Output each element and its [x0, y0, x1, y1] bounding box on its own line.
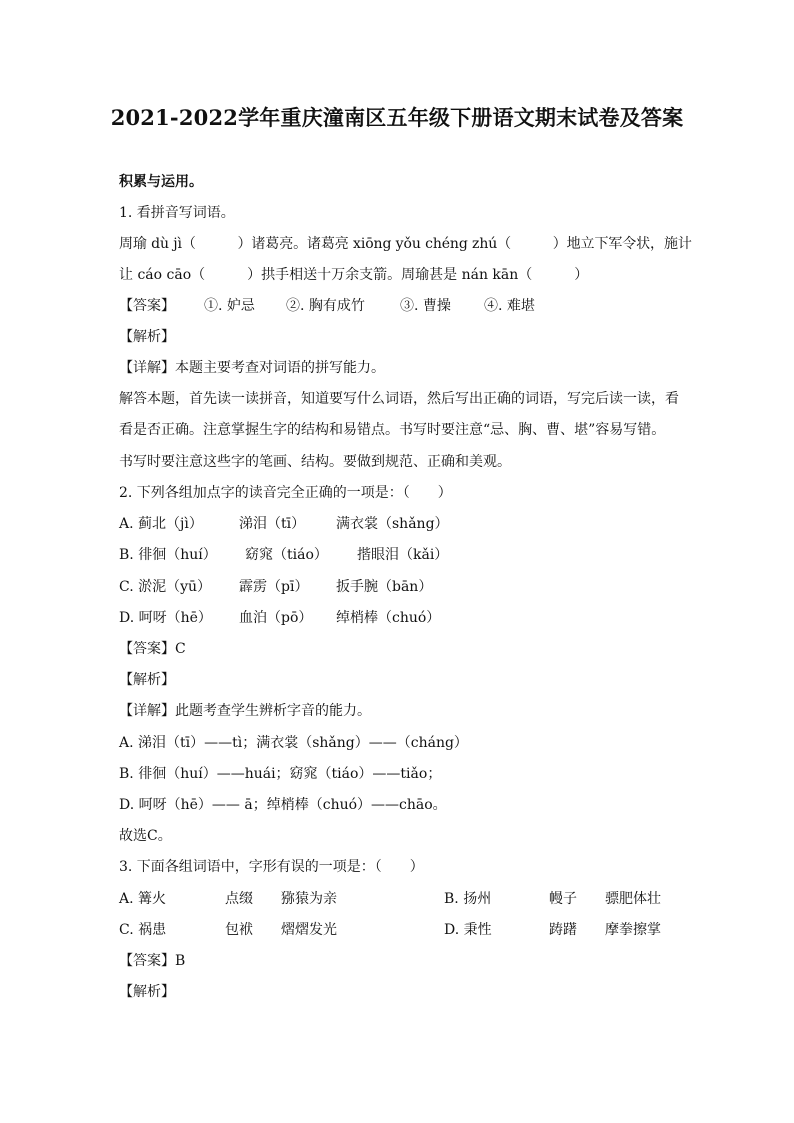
- section-heading: 积累与运用。: [119, 174, 203, 190]
- q1-stem: 1. 看拼音写词语。: [119, 205, 235, 221]
- q1-answer-3: ③. 曹操: [400, 298, 451, 314]
- q1-answer-1: ①. 妒忌: [204, 298, 255, 314]
- q2-detail: 【详解】此题考查学生辨析字音的能力。: [119, 703, 371, 719]
- q3-option-c-1: C. 祸患: [119, 922, 167, 938]
- q1-analysis-label: 【解析】: [119, 329, 175, 345]
- q2-option-c-3: 扳手腕（bān）: [336, 579, 433, 595]
- q2-option-a-2: 涕泪（tī）: [239, 516, 306, 532]
- q3-stem: 3. 下面各组词语中，字形有误的一项是：（ ）: [119, 859, 424, 875]
- q3-option-b-3: 骠肥体壮: [605, 891, 661, 907]
- q2-option-d-2: 血泊（pō）: [239, 610, 313, 626]
- q3-option-b-1: B. 扬州: [444, 891, 492, 907]
- q2-option-b-3: 揩眼泪（kǎi）: [357, 547, 449, 563]
- q3-option-d-2: 踌躇: [549, 922, 577, 938]
- q3-analysis-label: 【解析】: [119, 984, 175, 1000]
- q1-answer-4: ④. 难堪: [484, 298, 535, 314]
- q2-stem: 2. 下列各组加点字的读音完全正确的一项是：（ ）: [119, 485, 452, 501]
- q3-option-d-1: D. 秉性: [444, 922, 492, 938]
- q2-explanation-d: D. 呵呀（hē）—— ā；绰梢棒（chuó）——chāo。: [119, 797, 447, 813]
- q3-option-a-3: 猕猿为亲: [281, 891, 337, 907]
- answer-label: 【答案】: [119, 298, 175, 314]
- q2-conclusion: 故选C。: [119, 828, 172, 844]
- page-title: 2021-2022学年重庆潼南区五年级下册语文期末试卷及答案: [110, 105, 684, 130]
- q2-option-d-1: D. 呵呀（hē）: [119, 610, 212, 626]
- q2-option-a-3: 满衣裳（shǎng）: [336, 516, 449, 532]
- q3-option-a-2: 点缀: [225, 891, 253, 907]
- q1-line1: 周瑜 dù jì（ ）诸葛亮。诸葛亮 xiōng yǒu chéng zhú（ ）地立下军令状，施计: [119, 236, 692, 252]
- q2-option-d-3: 绰梢棒（chuó）: [336, 610, 441, 626]
- q3-option-c-2: 包袱: [225, 922, 253, 938]
- q1-answer-2: ②. 胸有成竹: [286, 298, 365, 314]
- q2-option-b-1: B. 徘徊（huí）: [119, 547, 217, 563]
- q3-option-d-3: 摩拳擦掌: [605, 922, 661, 938]
- q1-explanation-2: 看是否正确。注意掌握生字的结构和易错点。书写时要注意“忌、胸、曹、堪”容易写错。: [119, 422, 666, 438]
- q1-line2: 让 cáo cāo（ ）拱手相送十万余支箭。周瑜甚是 nán kān（ ）: [119, 267, 589, 283]
- q2-answer: 【答案】C: [119, 641, 186, 657]
- q3-option-c-3: 熠熠发光: [281, 922, 337, 938]
- q2-option-a-1: A. 蓟北（jì）: [119, 516, 203, 532]
- q3-answer: 【答案】B: [119, 953, 186, 969]
- q2-analysis-label: 【解析】: [119, 672, 175, 688]
- q2-option-c-2: 霹雳（pī）: [239, 579, 309, 595]
- q2-option-c-1: C. 淤泥（yū）: [119, 579, 212, 595]
- q1-detail: 【详解】本题主要考查对词语的拼写能力。: [119, 360, 385, 376]
- q2-option-b-2: 窈窕（tiáo）: [245, 547, 328, 563]
- q3-option-a-1: A. 篝火: [119, 891, 167, 907]
- q1-explanation-3: 书写时要注意这些字的笔画、结构。要做到规范、正确和美观。: [119, 454, 511, 470]
- q2-explanation-b: B. 徘徊（huí）——huái；窈窕（tiáo）——tiǎo；: [119, 766, 442, 782]
- q1-explanation-1: 解答本题，首先读一读拼音，知道要写什么词语，然后写出正确的词语，写完后读一读，看: [119, 391, 679, 407]
- q2-explanation-a: A. 涕泪（tī）——tì；满衣裳（shǎng）——（cháng）: [119, 735, 468, 751]
- q3-option-b-2: 幔子: [549, 891, 577, 907]
